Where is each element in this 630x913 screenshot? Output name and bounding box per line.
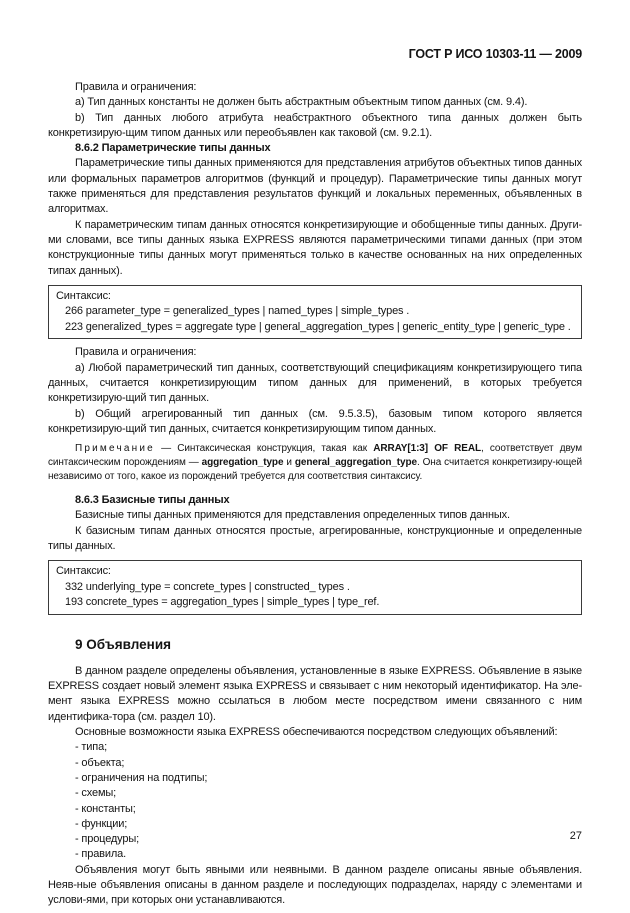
section-heading-8-6-3: 8.6.3 Базисные типы данных bbox=[75, 494, 230, 507]
code-ref: aggregation_type bbox=[201, 457, 284, 469]
rule-item: а) Тип данных константы не должен быть абстрактным объектным типом данных (см. 9.4). bbox=[75, 96, 528, 109]
note: Примечание — Синтаксическая конструкция, такая как ARRAY[1:3] OF REAL, соответствует двум синтаксическим порождениям — aggregation_type и general_aggregation_type. Она считается конкретизиру-ющей независимо от того, какое из порождений требуется для соответствия синтаксису. bbox=[48, 443, 583, 483]
paragraph: К параметрическим типам данных относятся конкретизирующие и обобщенные типы данных. Други-ми словами, все типы данных языка EXPRESS являются параметрическими типами данных (при этом конструкционные типы данных могут применяться только в качестве основанных на них определенных типах данных). bbox=[48, 218, 582, 277]
syntax-label: Синтаксис: bbox=[56, 289, 111, 302]
paragraph: Базисные типы данных применяются для представления определенных типов данных. bbox=[75, 509, 510, 522]
rules-title: Правила и ограничения: bbox=[75, 81, 197, 93]
syntax-box bbox=[48, 560, 582, 615]
paragraph: В данном разделе определены объявления, установленные в языке EXPRESS. Объявление в языке EXPRESS создает новый элемент языка EXPRESS и связывает с ним некоторый идентификатор. На эле-мент языка EXPRESS можно ссылаться в любом месте посредством имени связанного с ним идентифика-тора (см. раздел 10). bbox=[48, 664, 582, 723]
list-item: - типа; bbox=[75, 741, 107, 754]
page-number: 27 bbox=[569, 830, 582, 842]
syntax-box bbox=[48, 285, 582, 340]
list-item: - ограничения на подтипы; bbox=[75, 771, 208, 784]
rule-item: b) Тип данных любого атрибута неабстрактного объектного типа данных должен быть конкретизирую-щим типом данных или переобъявлен как таковой (см. 9.2.1). bbox=[48, 111, 582, 139]
list-item: - константы; bbox=[75, 802, 136, 815]
syntax-line: 266 parameter_type = generalized_types | named_types | simple_types . bbox=[65, 305, 410, 318]
list-item: - объекта; bbox=[75, 756, 125, 769]
paragraph: Объявления могут быть явными или неявными. В данном разделе описаны явные объявления. Неяв-ные объявления описаны в данном разделе и последующих подразделах, наряду с элементами и услови-ями, при которых они устанавливаются. bbox=[48, 863, 582, 907]
list-item: - схемы; bbox=[75, 787, 117, 800]
section-heading-9: 9 Объявления bbox=[75, 636, 171, 652]
paragraph: Параметрические типы данных применяются для представления атрибутов объектных типов данных или формальных параметров алгоритмов (функций и процедур). Параметрические типы данных могут также применяться для представления результатов функций и локальных переменных, объявленных в алгоритмах. bbox=[48, 157, 582, 216]
paragraph: Основные возможности языка EXPRESS обеспечиваются посредством следующих объявлений: bbox=[75, 726, 558, 739]
syntax-line: 332 underlying_type = concrete_types | constructed_ types . bbox=[65, 580, 350, 593]
note-label: Примечание bbox=[75, 443, 155, 455]
code-ref: general_aggregation_type bbox=[294, 457, 417, 469]
document-header: ГОСТ Р ИСО 10303-11 — 2009 bbox=[408, 47, 582, 61]
code-ref: ARRAY[1:3] OF REAL bbox=[373, 443, 481, 455]
syntax-line: 223 generalized_types = aggregate type | general_aggregation_types | generic_entity_type | generic_type . bbox=[65, 320, 571, 333]
list-item: - правила. bbox=[75, 848, 126, 861]
rule-item: b) Общий агрегированный тип данных (см. 9.5.3.5), базовым типом которого является конкретизирую-щий тип данных, считается конкретизирующим типом данных. bbox=[48, 407, 582, 435]
rules-title: Правила и ограничения: bbox=[75, 346, 197, 359]
syntax-label: Синтаксис: bbox=[56, 565, 111, 578]
syntax-line: 193 concrete_types = aggregation_types | simple_types | type_ref. bbox=[65, 596, 380, 609]
rule-item: а) Любой параметрический тип данных, соответствующий спецификациям конкретизирующего типа данных, считается конкретизирующим типом данных для применений, в которых требуется конкретизирую-щий тип данных. bbox=[48, 361, 582, 405]
page-body bbox=[48, 80, 582, 909]
list-item: - функции; bbox=[75, 817, 128, 830]
paragraph: К базисным типам данных относятся простые, агрегированные, конструкционные и определенные типы данных. bbox=[48, 524, 582, 553]
declaration-list bbox=[48, 740, 582, 862]
list-item: - процедуры; bbox=[75, 833, 140, 846]
section-heading-8-6-2: 8.6.2 Параметрические типы данных bbox=[75, 142, 271, 155]
